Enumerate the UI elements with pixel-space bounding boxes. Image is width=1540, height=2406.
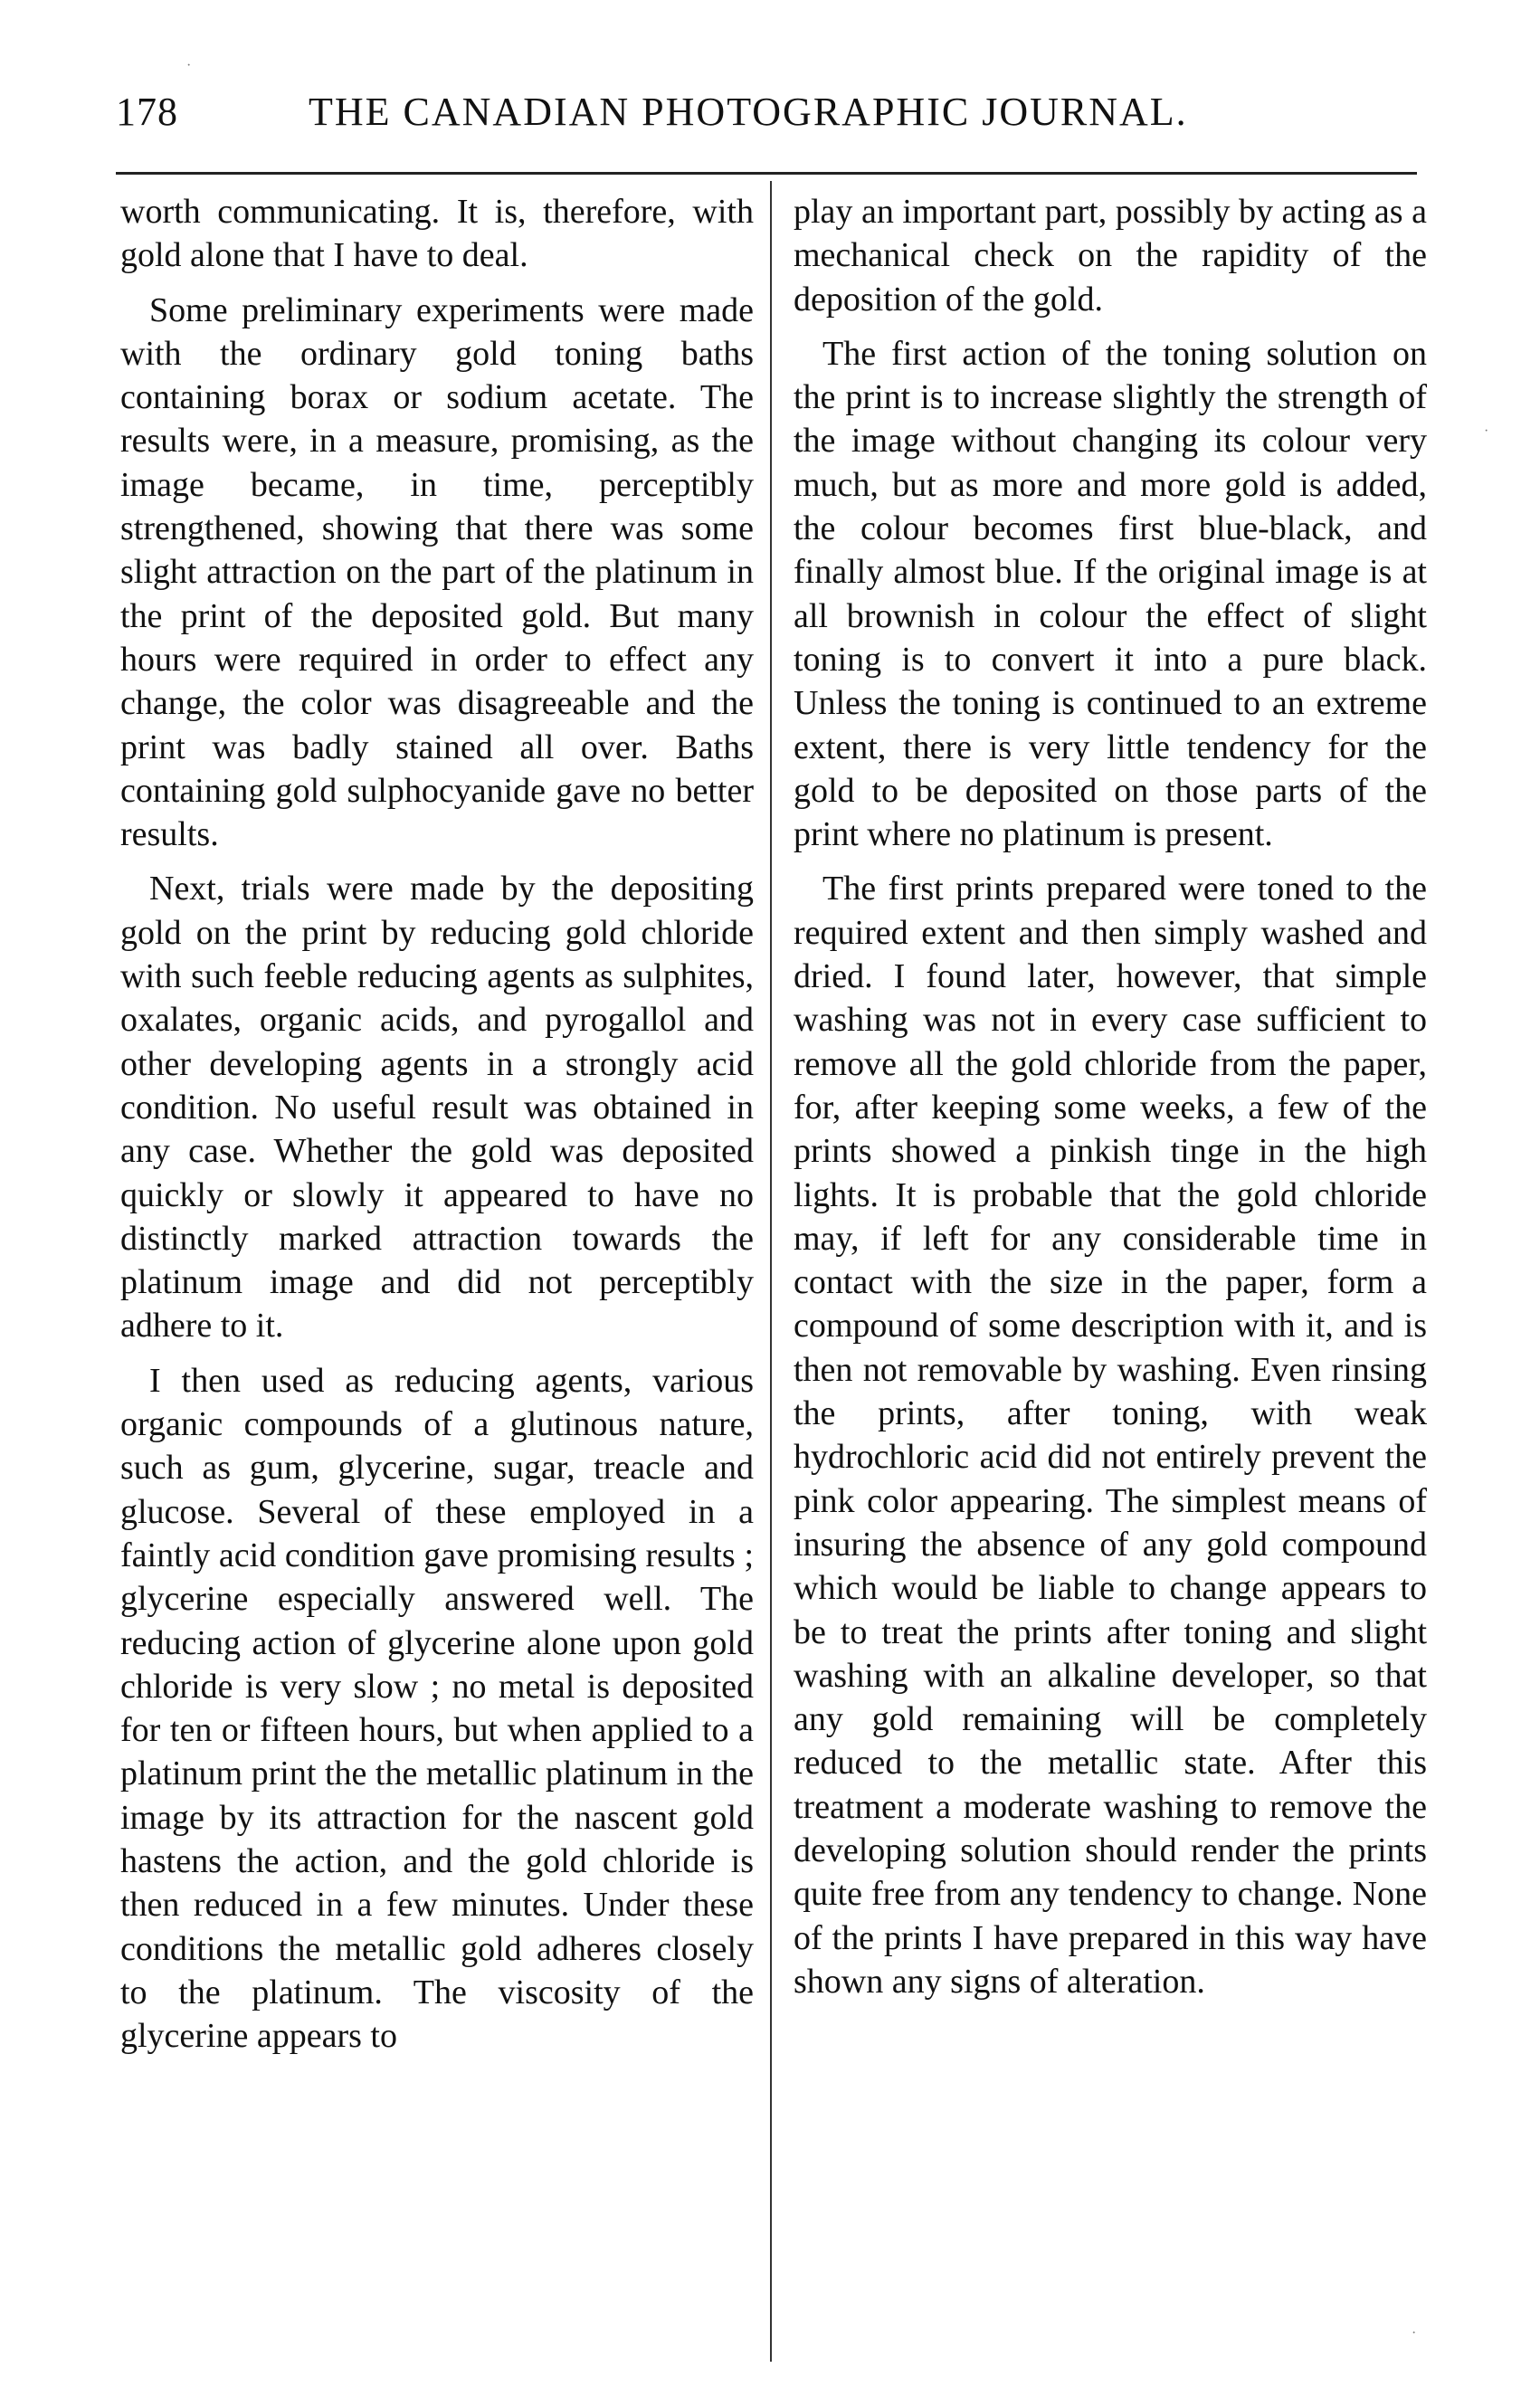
print-speck: · <box>186 58 192 73</box>
paragraph: play an important part, possibly by acting as a mechanical check on the rapidity of the deposition of the gold. <box>794 193 1427 319</box>
page-header <box>116 89 1419 143</box>
print-speck: · <box>1484 423 1489 439</box>
column-divider <box>770 181 772 2362</box>
paragraph: The first prints prepared were toned to the required extent and then simply washed and dried. I found later, however, that simple washing was not in every case sufficient to remove all the gold chloride from the paper, for, after keeping some weeks, a few of the prints showed a pinkish tinge in the high lights. It is probable that the gold chloride may, if left for any considerable time in contact with the size in the paper, form a compound of some description with it, and is then not removable by washing. Even rinsing the prints, after toning, with weak hydrochloric acid did not entirely prevent the pink color appearing. The simplest means of insuring the absence of any gold compound which would be liable to change appears to be to treat the prints after toning and slight washing with an alkaline developer, so that any gold remaining will be completely reduced to the metallic state. After this treatment a moderate washing to remove the developing solution should render the prints quite free from any tendency to change. None of the prints I have prepared in this way have shown any signs of alteration. <box>794 870 1427 2001</box>
paragraph: worth communicating. It is, therefore, with gold alone that I have to deal. <box>120 193 754 275</box>
header-rule <box>116 172 1417 175</box>
paragraph: I then used as reducing agents, various organic compounds of a glutinous nature, such as gum, glycerine, sugar, treacle and glucose. Several of these employed in a faintly acid condition gave promising results ; glycerine especially answered well. The reducing action of glycerine alone upon gold chloride is very slow ; no metal is deposited for ten or fifteen hours, but when applied to a platinum print the the metallic platinum in the image by its attraction for the nascent gold hastens the action, and the gold chloride is then reduced in a few minutes. Under these conditions the metallic gold adheres closely to the platinum. The viscosity of the glycerine appears to <box>120 1361 754 2056</box>
page-number: 178 <box>116 90 178 134</box>
right-column <box>794 190 1427 2014</box>
paragraph: Next, trials were made by the depositing gold on the print by reducing gold chloride with such feeble reducing agents as sulphites, oxalates, organic acids, and pyrogallol and other developing agents in a strongly acid condition. No useful result was obtained in any case. Whether the gold was deposited quickly or slowly it appeared to have no distinctly marked attraction towards the platinum image and did not perceptibly adhere to it. <box>120 870 754 1346</box>
paragraph: The first action of the toning solution on the print is to increase slightly the strength of the image without changing its colour very much, but as more and more gold is added, the colour becomes first blue-black, and finally almost blue. If the original image is at all brownish in colour the effect of slight toning is to convert it into a pure black. Unless the toning is continued to an extreme extent, there is very little tendency for the gold to be deposited on those parts of the print where no platinum is present. <box>794 334 1427 854</box>
paragraph: Some preliminary experiments were made with the ordinary gold toning baths containing borax or sodium acetate. The results were, in a measure, promising, as the image became, in time, perceptibly strengthened, showing that there was some slight attraction on the part of the platinum in the print of the deposited gold. But many hours were required in order to effect any change, the color was disagreeable and the print was badly stained all over. Baths containing gold sulphocyanide gave no better results. <box>120 290 754 854</box>
journal-title: THE CANADIAN PHOTOGRAPHIC JOURNAL. <box>309 90 1188 134</box>
left-column <box>120 190 754 2068</box>
print-speck: · <box>1412 2325 1417 2341</box>
